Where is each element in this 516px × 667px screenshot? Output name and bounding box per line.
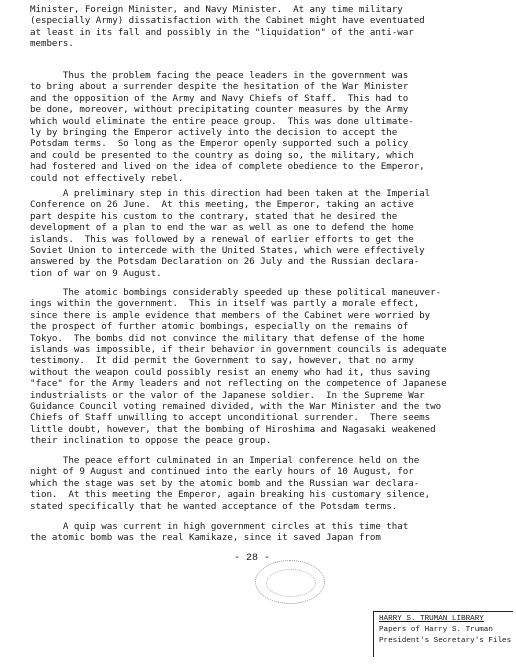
paragraph-5: The peace effort culminated in an Imperial conference held on the night of 9 August and continued into the early hours of 10 August, for which the stage was set by the atomic bomb and the Russian war declara- tion. At this meeting the Emperor, again breaking his customary silence, stated specifically that he wanted acceptance of the Potsdam terms. bbox=[30, 455, 431, 512]
paragraph-2: Thus the problem facing the peace leaders in the government was to bring about a surrender despite the hesitation of the War Minister and the opposition of the Army and Navy Chiefs of Staff. This had to be done, moreover, without precipitating counter measures by the Army which would eliminate the entire peace group. This was done ultimate- ly by bringing the Emperor actively into the decision to accept the Potsdam terms. So long as the Emperor openly supported such a policy and could be presented to the country as doing so, the military, which had fostered and lived on the idea of complete obedience to the Emperor, could not effectively rebel. bbox=[30, 70, 425, 184]
library-stamp bbox=[373, 611, 513, 657]
library-stamp-line-2: President's Secretary's Files bbox=[379, 637, 512, 645]
library-stamp-title: HARRY S. TRUMAN LIBRARY bbox=[379, 615, 484, 623]
seal-inner-ring bbox=[266, 569, 316, 597]
library-stamp-line-1: Papers of Harry S. Truman bbox=[379, 626, 493, 634]
page-number: - 28 - bbox=[233, 553, 270, 564]
paragraph-4: The atomic bombings considerably speeded up these political maneuver- ings within the government. This in itself was partly a morale effect, since there is ample evidence that members of the Cabinet were worried by the prospect of further atomic bombings, especially on the remains of Tokyo. The bombs did not convince the military that defense of the home islands was impossible, if their behavior in government councils is adequate testimony. It did permit the Government to say, however, that no army without the weapon could possibly resist an enemy who had it, thus saving "face" for the Army leaders and not reflecting on the competence of Japanese industrialists or the valor of the Japanese soldier. In the Supreme War Guidance Council voting remained divided, with the War Minister and the two Chiefs of Staff unwilling to accept unconditional surrender. There seems little doubt, however, that the bombing of Hiroshima and Nagasaki weakened their inclination to oppose the peace group. bbox=[30, 287, 447, 447]
paragraph-3: A preliminary step in this direction had been taken at the Imperial Conference on 26 June. At this meeting, the Emperor, taking an active part despite his custom to the contrary, stated that he desired the development of a plan to end the war as well as one to defend the home islands. This was followed by a renewal of earlier efforts to get the Soviet Union to intercede with the United States, which were effectively answered by the Potsdam Declaration on 26 July and the Russian declara- tion of war on 9 August. bbox=[30, 188, 431, 279]
declassification-seal-stamp bbox=[255, 560, 325, 604]
paragraph-1: Minister, Foreign Minister, and Navy Minister. At any time military (especially Army) dissatisfaction with the Cabinet might have eventuated at least in its fall and possibly in the "liquidation" of the anti-war members. bbox=[30, 4, 425, 50]
paragraph-6: A quip was current in high government circles at this time that the atomic bomb was the real Kamikaze, since it saved Japan from bbox=[30, 521, 409, 544]
